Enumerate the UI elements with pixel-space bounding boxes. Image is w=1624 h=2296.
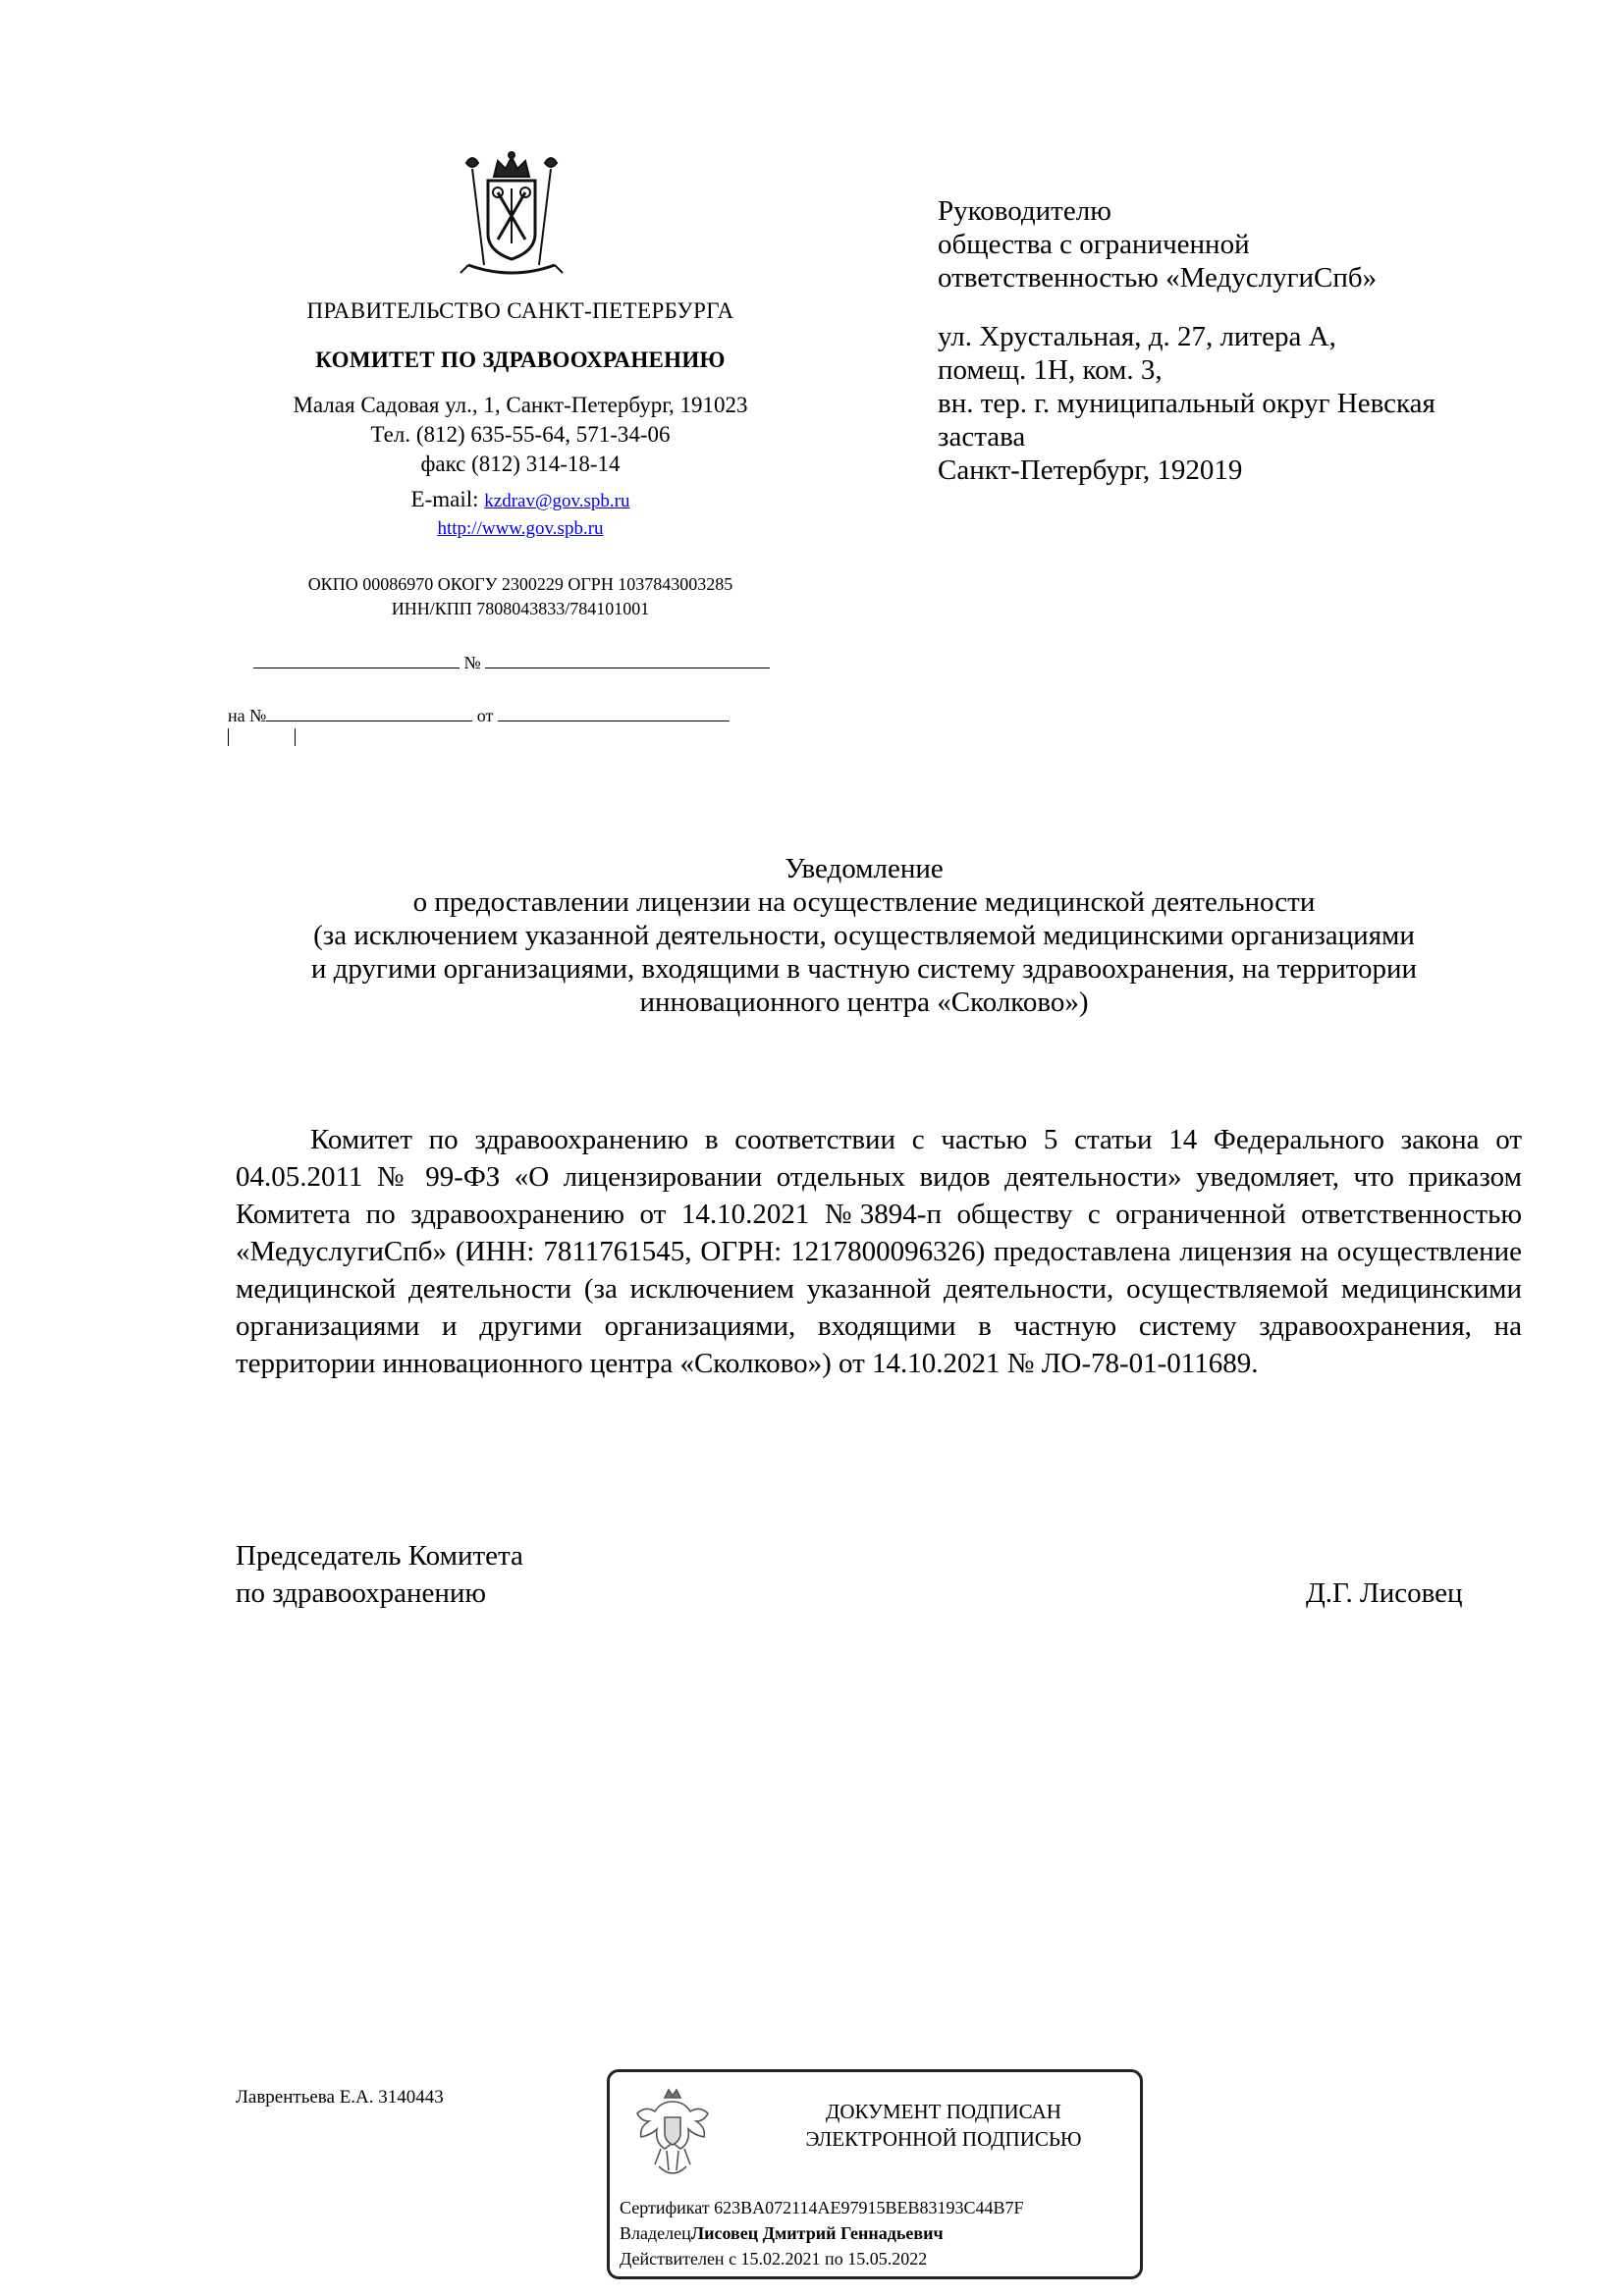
committee-name: КОМИТЕТ ПО ЗДРАВООХРАНЕНИЮ bbox=[315, 347, 726, 372]
electronic-signature-stamp bbox=[607, 2069, 1143, 2279]
signatory-title bbox=[236, 1537, 523, 1612]
ref-number-field bbox=[266, 703, 472, 721]
recipient-address-line: вн. тер. г. муниципальный округ Невская bbox=[938, 388, 1435, 419]
outgoing-number-field bbox=[485, 650, 770, 668]
website-row bbox=[177, 512, 864, 544]
ref-corner-mark bbox=[228, 728, 229, 746]
ref-prefix: на № bbox=[228, 706, 267, 725]
owner-name: Лисовец Дмитрий Геннадьевич bbox=[690, 2223, 944, 2243]
russian-coat-of-arms-icon bbox=[631, 2088, 714, 2184]
ref-from: от bbox=[476, 706, 494, 725]
reference-line bbox=[228, 703, 730, 726]
ref-corner-mark bbox=[295, 728, 296, 746]
email-label: E-mail: bbox=[410, 487, 479, 511]
title-line: Уведомление bbox=[785, 853, 944, 884]
registry-codes: ОКПО 00086970 ОКОГУ 2300229 ОГРН 1037843003285 bbox=[307, 574, 733, 594]
signatory-title-line: Председатель Комитета bbox=[236, 1540, 523, 1572]
stamp-heading: ЭЛЕКТРОННОЙ ПОДПИСЬЮ bbox=[805, 2127, 1082, 2151]
committee-fax: факс (812) 314-18-14 bbox=[420, 452, 621, 476]
recipient-block bbox=[938, 194, 1435, 487]
recipient-line: общества с ограниченной bbox=[938, 229, 1250, 260]
email-link[interactable]: kzdrav@gov.spb.ru bbox=[484, 491, 630, 511]
stamp-validity: Действителен с 15.02.2021 по 15.05.2022 bbox=[620, 2249, 928, 2269]
notice-title bbox=[177, 852, 1551, 1019]
stamp-owner bbox=[620, 2223, 944, 2244]
certificate-label: Сертификат bbox=[620, 2198, 710, 2217]
outgoing-date-field bbox=[253, 650, 460, 668]
recipient-address-line: застава bbox=[938, 421, 1026, 453]
outgoing-registration-line bbox=[253, 650, 770, 673]
title-line: инновационного центра «Сколково») bbox=[639, 987, 1089, 1018]
committee-address: Малая Садовая ул., 1, Санкт-Петербург, 191023 bbox=[293, 393, 748, 417]
certificate-id: 623BA072114AE97915BEB83193C44B7F bbox=[714, 2198, 1024, 2217]
recipient-line: Руководителю bbox=[938, 195, 1111, 227]
recipient-address-line: помещ. 1Н, ком. 3, bbox=[938, 354, 1163, 386]
signatory-name: Д.Г. Лисовец bbox=[1306, 1577, 1463, 1609]
stamp-heading: ДОКУМЕНТ ПОДПИСАН bbox=[826, 2100, 1061, 2123]
inn-kpp: ИНН/КПП 7808043833/784101001 bbox=[391, 599, 650, 618]
executor-contact: Лаврентьева Е.А. 3140443 bbox=[236, 2087, 444, 2108]
recipient-line: ответственностью «МедуслугиСпб» bbox=[938, 262, 1378, 294]
committee-phone: Тел. (812) 635-55-64, 571-34-06 bbox=[370, 422, 671, 447]
spb-coat-of-arms-icon bbox=[455, 149, 568, 279]
title-line: о предоставлении лицензии на осуществление медицинской деятельности bbox=[412, 886, 1316, 918]
ref-date-field bbox=[498, 703, 730, 721]
notice-body-paragraph bbox=[236, 1121, 1522, 1382]
body-text: Комитет по здравоохранению в соответствии с частью 5 статьи 14 Федерального закона от 04.05.2011 № 99-ФЗ «О лицензировании отдельных видов деятельности» уведомляет, что приказом Комитета по здравоохранению от 14.10.2021 №3894-п обществу с ограниченной ответственностью «МедуслугиСпб» (ИНН: 7811761545, ОГРН: 1217800096326) предоставлена лицензия на осуществление медицинской деятельности (за исключением указанной деятельности, осуществляемой медицинскими организациями и другими организациями, входящими в частную систему здравоохранения, на территории инновационного центра «Сколково») от 14.10.2021 № ЛО-78-01-011689. bbox=[236, 1124, 1522, 1379]
owner-label: Владелец bbox=[620, 2223, 691, 2243]
title-line: (за исключением указанной деятельности, осуществляемой медицинскими организациями bbox=[313, 920, 1415, 951]
number-sign: № bbox=[463, 653, 481, 672]
government-name: ПРАВИТЕЛЬСТВО САНКТ-ПЕТЕРБУРГА bbox=[306, 298, 734, 323]
signatory-title-line: по здравоохранению bbox=[236, 1577, 487, 1609]
website-link[interactable]: http://www.gov.spb.ru bbox=[437, 518, 604, 539]
recipient-address-line: ул. Хрустальная, д. 27, литера А, bbox=[938, 321, 1336, 352]
title-line: и другими организациями, входящими в частную систему здравоохранения, на территории bbox=[310, 953, 1418, 985]
stamp-certificate bbox=[620, 2198, 1024, 2218]
recipient-address-line: Санкт-Петербург, 192019 bbox=[938, 454, 1243, 486]
